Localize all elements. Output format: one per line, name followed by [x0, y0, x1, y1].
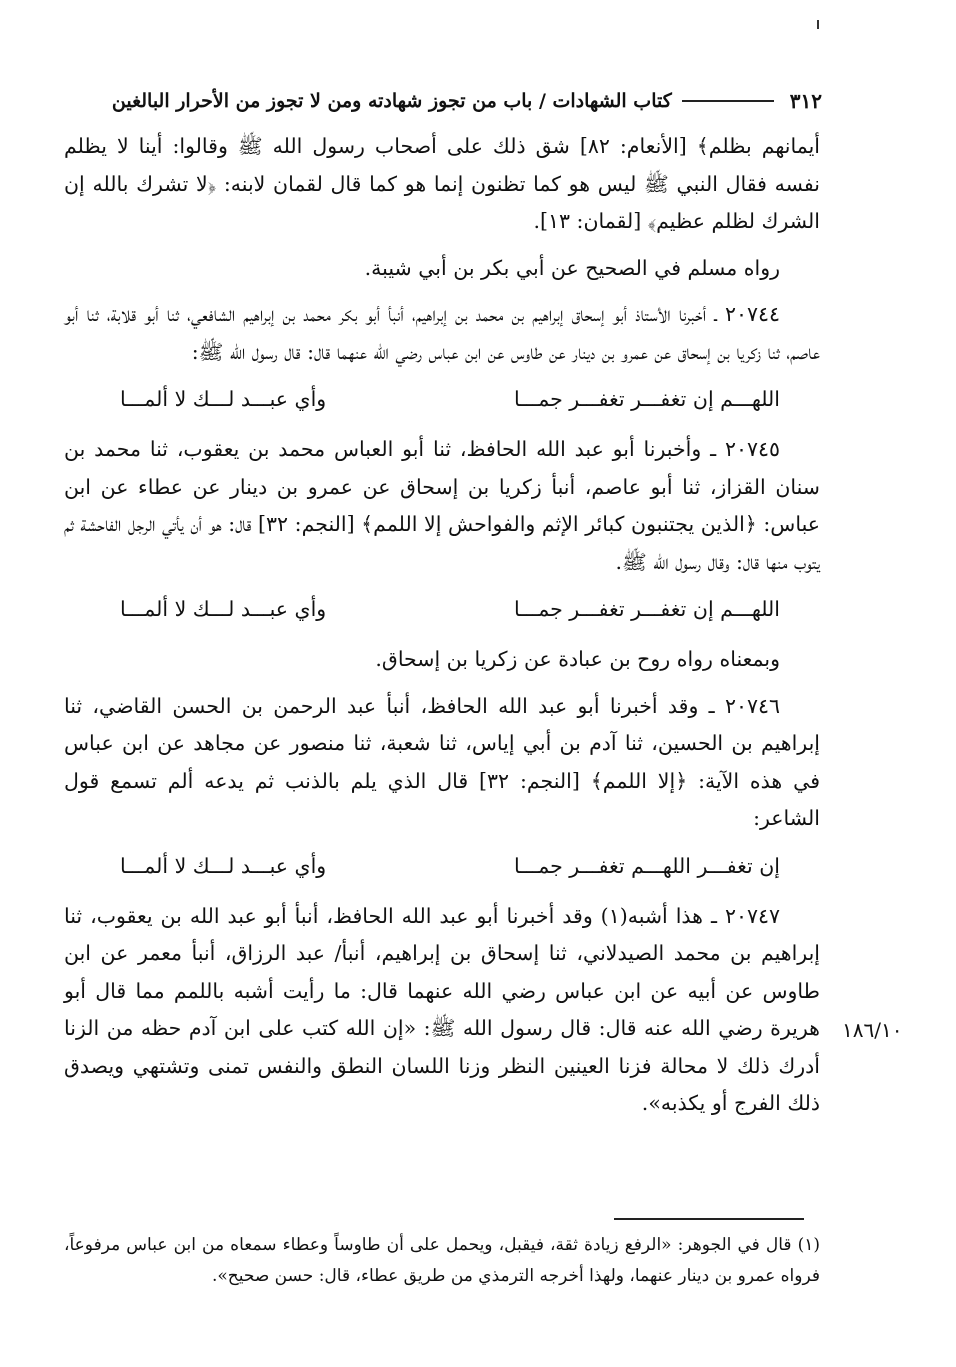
running-header — [62, 84, 822, 118]
poem-verse — [64, 590, 820, 628]
hadith-20747: ٢٠٧٤٧ ـ هذا أشبه(١) وقد أخبرنا أبو عبد الله الحافظ، أنبأ أبو عبد الله بن يعقوب، ثنا إبراهيم بن محمد الصيدلاني، ثنا إسحاق بن إبراهيم، أنبأ/ عبد الرزاق، أنبأ معمر عن ابن طاوس عن أبيه عن ابن عباس رضي الله عنهما قال: ما رأيت أشبه باللمم مما قال أبو هريرة رضي الله عنه قال: قال رسول الله ﷺ: «إن الله كتب على ابن آدم حظه من الزنا أدرك ذلك لا محالة فزنا العينين النظر وزنا اللسان النطق والنفس تمنى وتشتهي ويصدق ذلك الفرج أو يكذبه». — [64, 903, 820, 1115]
verse-first-hemistich: إن تغفـــر اللهـــم تغفـــر جمـــا — [513, 853, 780, 878]
paragraph-continuation: أيمانهم بظلم﴾ [الأنعام: ٨٢] شق ذلك على أصحاب رسول الله ﷺ وقالوا: أينا لا يظلم نفسه فقال النبي ﷺ ليس هو كما تظنون إنما هو كما قال لقمان لابنه: ﴿لا تشرك بالله إن الشرك لظلم عظيم﴾ [لقمان: ١٣]. — [64, 134, 820, 233]
verse-first-hemistich: اللهـــم إن تغفـــر تغفـــر جمـــا — [513, 387, 780, 411]
page-mark — [817, 20, 819, 29]
footnote-text: (١) قال في الجوهر: «الرفع زيادة ثقة، فيقبل، ويحمل على أن طاوساً وعطاء سمعاه من ابن عباس مرفوعاً، فرواه عمرو بن دينار عنهما، ولهذا أخرجه الترمذي من طريق عطاء، قال: حسن صحيح». — [64, 1235, 820, 1286]
header-rule — [682, 100, 774, 102]
verse-second-hemistich: وأي عبـــد لـــك لا ألمـــا — [120, 387, 327, 411]
page-number: ٣١٢ — [789, 89, 822, 113]
verse-first-hemistich: اللهـــم إن تغفـــر تغفـــر جمـــا — [513, 597, 780, 621]
poem-verse — [64, 847, 820, 885]
margin-reference: ١٨٦/١٠ — [842, 1018, 903, 1042]
hadith-20745: ٢٠٧٤٥ ـ وأخبرنا أبو عبد الله الحافظ، ثنا أبو العباس محمد بن يعقوب، ثنا محمد بن سنان القزاز، ثنا أبو عاصم، أنبأ زكريا بن إسحاق عن عمرو بن دينار عن عطاء عن ابن عباس: ﴿الذين يجتنبون كبائر الإثم والفواحش إلا اللمم﴾ [النجم: ٣٢] قال: هو أن يأتي الرجل الفاحشة ثم يتوب منها قال: وقال رسول الله ﷺ. — [64, 437, 820, 574]
footnote — [64, 1230, 820, 1292]
paragraph-attribution: رواه مسلم في الصحيح عن أبي بكر بن أبي شيبة. — [364, 255, 780, 280]
hadith-20746: ٢٠٧٤٦ ـ وقد أخبرنا أبو عبد الله الحافظ، أنبأ عبد الرحمن بن الحسن القاضي، ثنا إبراهيم بن الحسين، ثنا آدم بن أبي إياس، ثنا شعبة، ثنا منصور عن مجاهد عن ابن عباس في هذه الآية: ﴿إلا اللمم﴾ [النجم: ٣٢] قال الذي يلم بالذنب ثم يدعه ألم تسمع قول الشاعر: — [64, 693, 820, 830]
running-title: كتاب الشهادات / باب من تجوز شهادته ومن لا تجوز من الأحرار البالغين — [111, 90, 672, 112]
paragraph-attribution: وبمعناه رواه روح بن عبادة عن زكريا بن إسحاق. — [375, 647, 780, 671]
verse-second-hemistich: وأي عبـــد لـــك لا ألمـــا — [120, 853, 327, 878]
footnote-rule — [614, 1218, 804, 1220]
main-text — [64, 128, 820, 1132]
hadith-20744: ٢٠٧٤٤ ـ أخبرنا الأستاذ أبو إسحاق إبراهيم بن محمد بن إبراهيم، أنبأ أبو بكر محمد بن إبراهيم الشافعي، ثنا أبو قلابة، ثنا أبو عاصم، ثنا زكريا بن إسحاق عن عمرو بن دينار عن طاوس عن ابن عباس رضي الله عنهما قال: قال رسول الله ﷺ: — [64, 302, 820, 364]
verse-second-hemistich: وأي عبـــد لـــك لا ألمـــا — [120, 597, 327, 621]
poem-verse — [64, 380, 820, 418]
